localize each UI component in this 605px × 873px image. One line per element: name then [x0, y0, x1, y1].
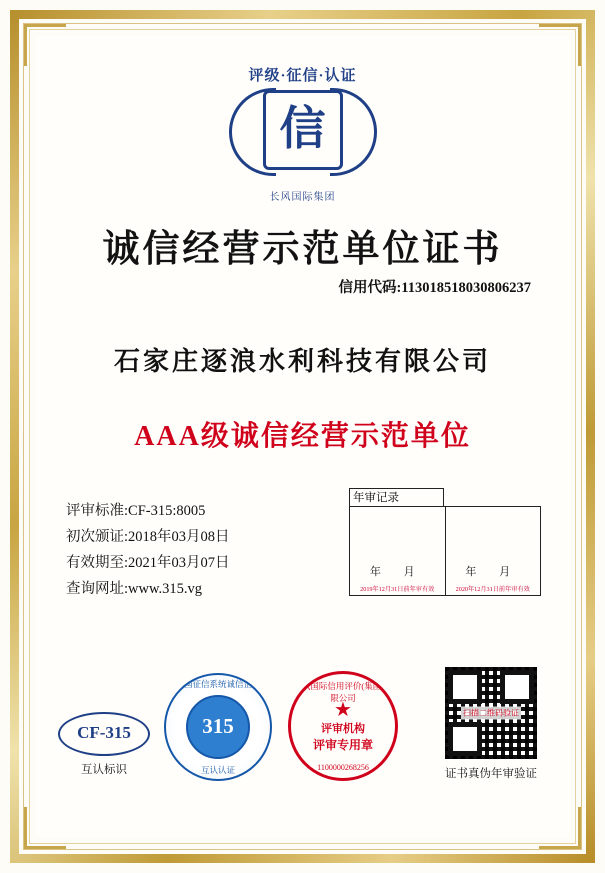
award-level-text: AAA级诚信经营示范单位	[134, 421, 471, 452]
annual-review-year-month: 年 月	[465, 566, 521, 578]
certificate-details	[66, 498, 230, 602]
globe-top-text: 全国征信系统诚信企业	[175, 679, 261, 689]
seal-line-1: 评审机构	[321, 723, 365, 735]
seal-star-icon: ★	[334, 699, 352, 721]
globe-bottom-text: 互认认证	[200, 765, 235, 775]
qr-code-icon[interactable]	[445, 667, 537, 759]
detail-issue-date: 初次颁证:2018年03月08日	[66, 529, 230, 545]
globe-center-text: 315	[186, 695, 250, 759]
company-name-text: 石家庄逐浪水利科技有限公司	[113, 347, 491, 376]
annual-review-note: 2020年12月31日前年审有效	[455, 586, 530, 593]
organization-emblem-icon	[213, 64, 393, 209]
annual-review-note: 2019年12月31日前年审有效	[360, 586, 435, 593]
detail-standard: 评审标准:CF-315:8005	[66, 503, 206, 519]
emblem-sub-text: 长风国际集团	[269, 192, 336, 203]
cf-mark-text: CF-315	[58, 712, 150, 756]
annual-review-body	[349, 506, 541, 596]
seal-number: 1100000268256	[317, 763, 369, 772]
qr-overlay-text: 扫描二维码验证	[463, 708, 519, 718]
seal-top-text: 长风国际信用评价(集团)有限公司	[293, 681, 393, 703]
annual-review-title: 年审记录	[349, 488, 444, 506]
certificate-content	[36, 36, 569, 837]
emblem-center-character: 信	[263, 90, 343, 170]
qr-corner-marker	[448, 722, 482, 756]
detail-valid-until: 有效期至:2021年03月07日	[66, 555, 230, 571]
cf-mark-caption: 互认标识	[81, 764, 127, 776]
official-red-seal-icon	[288, 671, 398, 781]
annual-review-table	[349, 488, 541, 596]
cf-mark-badge	[58, 712, 150, 777]
detail-query-url: 查询网址:www.315.vg	[66, 581, 203, 597]
seal-line-2: 评审专用章	[312, 738, 373, 752]
credit-code-text: 信用代码:113018518030806237	[338, 280, 531, 296]
page-title: 诚信经营示范单位证书	[102, 229, 503, 270]
globe-seal-icon	[164, 673, 272, 781]
footer-badges	[36, 680, 569, 815]
annual-review-cell	[445, 507, 541, 595]
annual-review-year-month: 年 月	[369, 566, 425, 578]
emblem-arc-text: 评级·征信·认证	[248, 68, 357, 84]
emblem-area	[36, 64, 569, 214]
annual-review-cell	[350, 507, 445, 595]
qr-caption: 证书真伪年审验证	[445, 768, 537, 780]
qr-verification-badge[interactable]	[439, 667, 543, 781]
